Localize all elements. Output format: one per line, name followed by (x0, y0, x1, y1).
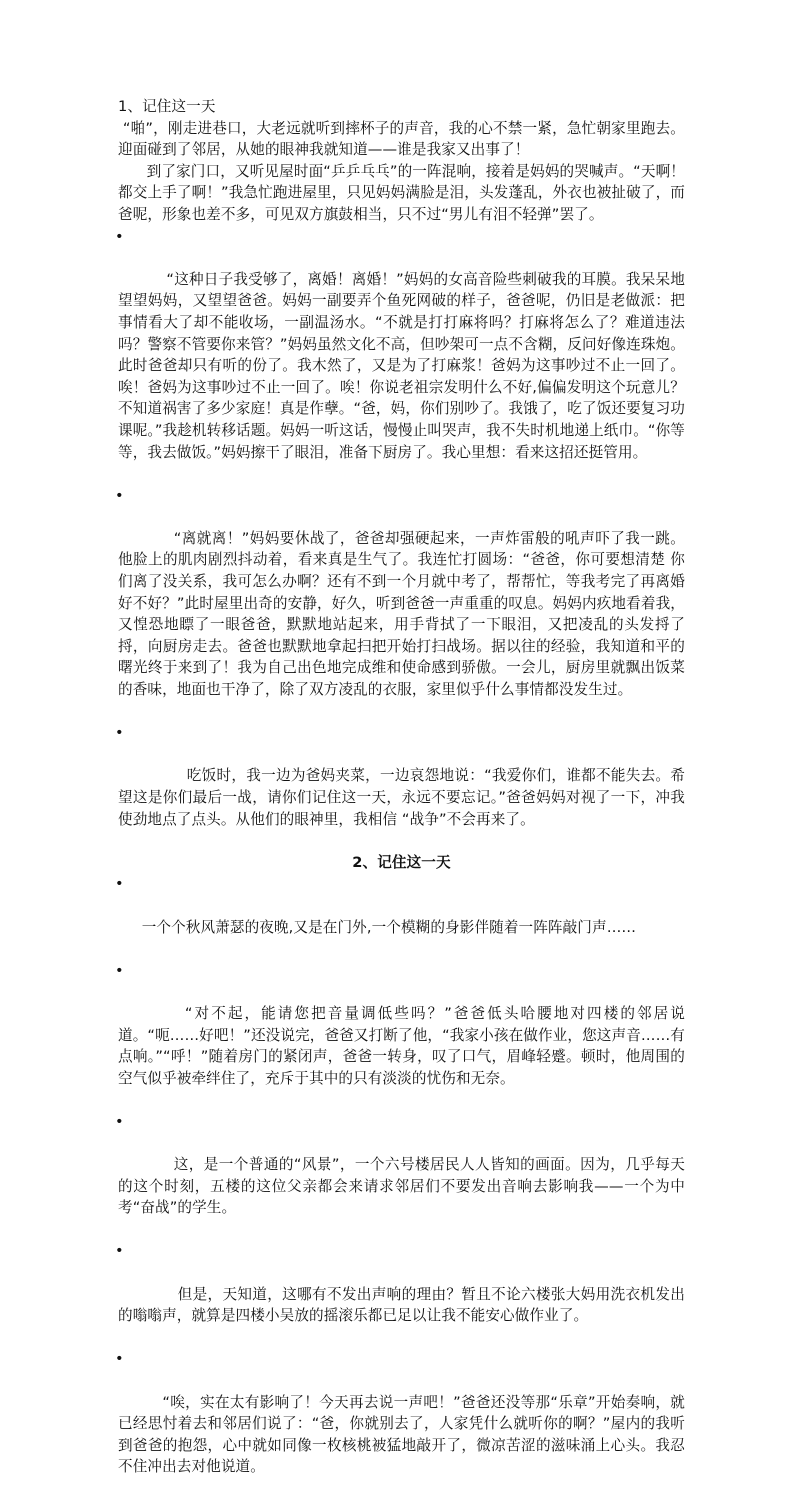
bullet-text: 吃饭时，我一边为爸妈夹菜，一边哀怨地说：“我爱你们，谁都不能失去。希望这是你们最后一战，请你们记住这一天，永远不要忘记。”爸爸妈妈对视了一下，冲我使劲地点了点头。从他们的眼神里，我相信 “战争”不会再来了。 (118, 767, 685, 828)
section-2-bullet-1 (115, 873, 685, 959)
bullet-marker: • (115, 1112, 124, 1130)
bullet-marker: • (115, 1242, 124, 1260)
bullet-marker: • (115, 486, 124, 504)
bullet-marker: • (115, 724, 124, 742)
section-1-paragraph-2: 到了家门口，又听见屋时面“乒乒乓乓”的一阵混响，接着是妈妈的哭喊声。“天啊！都交上手了啊！”我急忙跑进屋里，只见妈妈满脸是泪，头发蓬乱，外衣也被扯破了，而爸呢，形象也差不多，可见双方旗鼓相当，只不过“男儿有泪不轻弹”罢了。 (118, 162, 685, 223)
bullet-text: “唉，实在太有影响了！今天再去说一声吧！”爸爸还没等那“乐章”开始奏响，就已经思忖着去和邻居们说了：“爸，你就别去了，人家凭什么就听你的啊？”屋内的我听到爸爸的抱怨，心中就如同像一枚核桃被猛地敲开了，微凉苦涩的滋味涌上心头。我忍不住冲出去对他说道。 (118, 1393, 685, 1476)
section-2-bullet-5 (115, 1348, 685, 1499)
bullet-text: “离就离！”妈妈要休战了，爸爸却强硬起来，一声炸雷般的吼声吓了我一跳。他脸上的肌肉剧烈抖动着，看来真是生气了。我连忙打圆场：“爸爸，你可要想清楚 你们离了没关系，我可怎么办啊？还有不到一个月就中考了，帮帮忙，等我考完了再离婚好不好？”此时屋里出奇的安静，好久，听到爸爸一声重重的叹息。妈妈内疚地看着我，又惶恐地瞟了一眼爸爸，默默地站起来，用手背拭了一下眼泪，又把凌乱的头发捋了捋，向厨房走去。爸爸也默默地拿起扫把开始打扫战场。据以往的经验，我知道和平的曙光终于来到了！我为自己出色地完成维和使命感到骄傲。一会儿，厨房里就飘出饭菜的香味，地面也干净了，除了双方凌乱的衣服，家里似乎什么事情都没发生过。 (118, 529, 685, 699)
section-2-bullet-2 (115, 960, 685, 1111)
section-2-title: 2、记住这一天 (352, 853, 451, 871)
bullet-marker: • (115, 227, 124, 245)
section-1-bullet-1 (115, 226, 685, 485)
bullet-marker: • (115, 875, 124, 893)
section-1-paragraph-1: “啪”，刚走进巷口，大老远就听到摔杯子的声音，我的心不禁一紧，急忙朝家里跑去。迎面碰到了邻居，从她的眼神我就知道——谁是我家又出事了！ (118, 119, 685, 159)
bullet-text: 但是，天知道，这哪有不发出声响的理由？暂且不论六楼张大妈用洗衣机发出的嗡嗡声，就算是四楼小吴放的摇滚乐都已足以让我不能安心做作业了。 (118, 1285, 685, 1325)
section-2-bullet-3 (115, 1111, 685, 1241)
bullet-text: “对不起，能请您把音量调低些吗？”爸爸低头哈腰地对四楼的邻居说道。“呃……好吧！”还没说完，爸爸又打断了他，“我家小孩在做作业，您这声音……有点响。”“呼！”随着房门的紧闭声，爸爸一转身，叹了口气，眉峰轻蹙。顿时，他周围的空气似乎被牵绊住了，充斥于其中的只有淡淡的忧伤和无奈。 (118, 1004, 685, 1087)
section-2-bullet-4 (115, 1240, 685, 1348)
bullet-text: 一个个秋风萧瑟的夜晚,又是在门外,一个模糊的身影伴随着一阵阵敲门声…… (136, 918, 637, 936)
section-1-bullet-3 (115, 722, 685, 852)
section-1-bullet-2 (115, 485, 685, 723)
bullet-marker: • (115, 1350, 124, 1368)
bullet-marker: • (115, 961, 124, 979)
bullet-text: 这，是一个普通的“风景”，一个六号楼居民人人皆知的画面。因为，几乎每天的这个时刻，五楼的这位父亲都会来请求邻居们不要发出音响去影响我——一个为中考“奋战”的学生。 (118, 1156, 685, 1217)
section-1-title: 1、记住这一天 (118, 98, 216, 115)
bullet-text: “这种日子我受够了，离婚！离婚！”妈妈的女高音险些刺破我的耳膜。我呆呆地望望妈妈，又望望爸爸。妈妈一副要弄个鱼死网破的样子，爸爸呢，仍旧是老做派：把事情看大了却不能收场，一副温汤水。“不就是打打麻将吗？打麻将怎么了？难道违法吗？警察不管要你来管？”妈妈虽然文化不高，但吵架可一点不含糊，反问好像连珠炮。此时爸爸却只有听的份了。我木然了，又是为了打麻浆！爸妈为这事吵过不止一回了。唉！爸妈为这事吵过不止一回了。唉！你说老祖宗发明什么不好,偏偏发明这个玩意儿？不知道祸害了多少家庭！真是作孽。“爸，妈，你们别吵了。我饿了，吃了饭还要复习功课呢。”我趁机转移话题。妈妈一听这话，慢慢止叫哭声，我不失时机地递上纸巾。“你等等，我去做饭。”妈妈擦干了眼泪，准备下厨房了。我心里想：看来这招还挺管用。 (118, 270, 685, 461)
document-page (115, 96, 685, 1500)
